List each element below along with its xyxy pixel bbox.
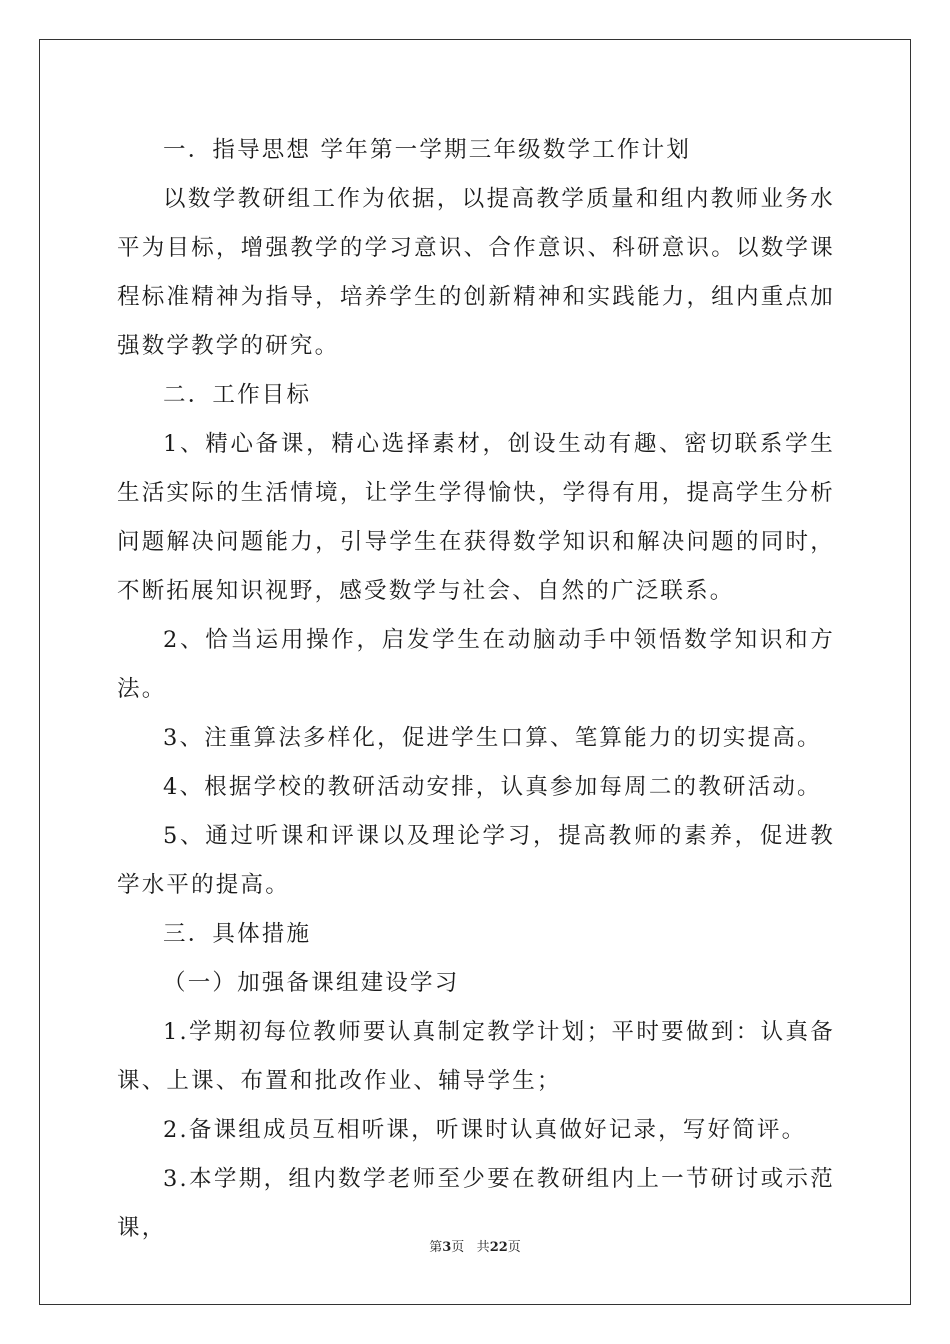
page-unit: 页 bbox=[451, 1240, 465, 1255]
goal-item-4: 4、根据学校的教研活动安排，认真参加每周二的教研活动。 bbox=[163, 774, 822, 800]
heading-guiding-ideology: 一．指导思想 学年第一学期三年级数学工作计划 bbox=[163, 137, 692, 163]
page-current-number: 3 bbox=[442, 1240, 452, 1255]
goal-item-5: 5、通过听课和评课以及理论学习，提高教师的素养，促进教学水平的提高。 bbox=[117, 823, 835, 898]
goal-item-1: 1、精心备课，精心选择素材，创设生动有趣、密切联系学生生活实际的生活情境，让学生学得愉快，学得有用，提高学生分析问题解决问题能力，引导学生在获得数学知识和解决问题的同时，不断拓展知识视野，感受数学与社会、自然的广泛联系。 bbox=[117, 431, 835, 604]
paragraph-ideology-text: 以数学教研组工作为依据，以提高教学质量和组内教师业务水平为目标，增强教学的学习意识、合作意识、科研意识。以数学课程标准精神为指导，培养学生的创新精神和实践能力，组内重点加强数学教学的研究。 bbox=[117, 186, 835, 359]
heading-measures: 三．具体措施 bbox=[163, 921, 312, 947]
total-unit: 页 bbox=[507, 1240, 521, 1255]
subheading-lesson-prep-group: （一）加强备课组建设学习 bbox=[163, 970, 460, 996]
page-prefix: 第 bbox=[429, 1240, 443, 1255]
goal-item-2: 2、恰当运用操作，启发学生在动脑动手中领悟数学知识和方法。 bbox=[117, 627, 835, 702]
goal-item-3: 3、注重算法多样化，促进学生口算、笔算能力的切实提高。 bbox=[163, 725, 822, 751]
document-body bbox=[117, 126, 835, 1253]
total-prefix: 共 bbox=[476, 1240, 490, 1255]
page-total-number: 22 bbox=[489, 1240, 508, 1255]
page-footer bbox=[0, 1238, 950, 1258]
measure-item-1: 1.学期初每位教师要认真制定教学计划；平时要做到：认真备课、上课、布置和批改作业、辅导学生； bbox=[117, 1019, 835, 1094]
measure-item-2: 2.备课组成员互相听课，听课时认真做好记录，写好简评。 bbox=[163, 1117, 807, 1143]
measure-item-3: 3.本学期，组内数学老师至少要在教研组内上一节研讨或示范课， bbox=[117, 1166, 835, 1241]
heading-work-goals: 二．工作目标 bbox=[163, 382, 312, 408]
